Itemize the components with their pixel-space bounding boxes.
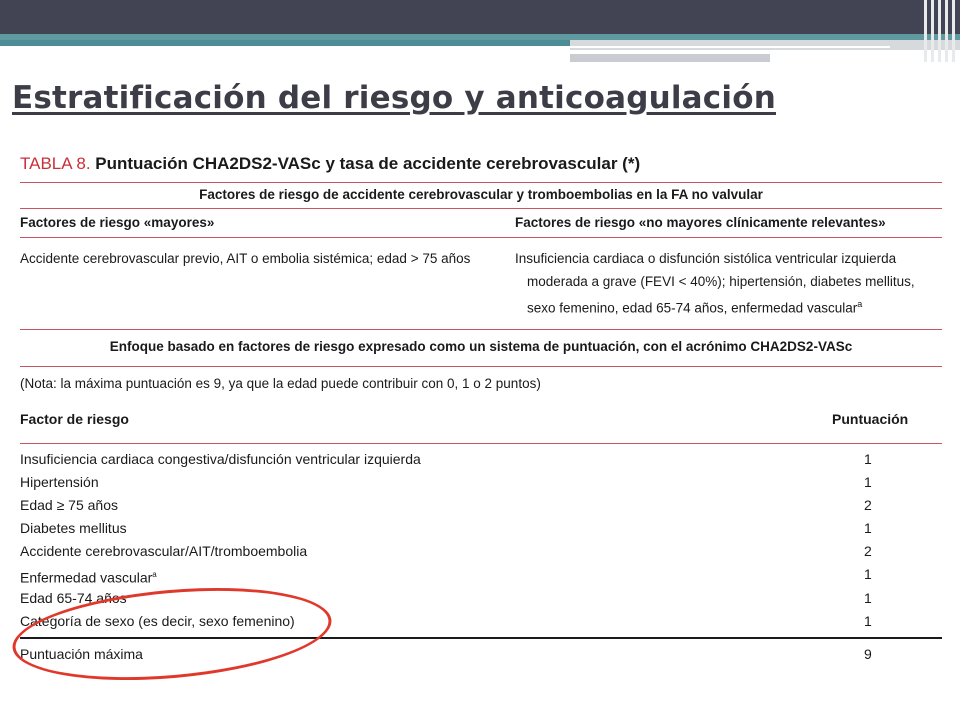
header-gray-strip-lower [570,54,770,62]
header-right-bars [922,0,960,62]
table-row [20,448,942,471]
score-cell: 1 [864,589,872,606]
factor-cell: Accidente cerebrovascular/AIT/tromboembolia [20,543,308,560]
header-teal-strip-lower [0,40,570,46]
table-row [20,471,942,494]
score-cell: 1 [864,450,872,467]
score-cell: 1 [864,520,872,537]
score-table-header [20,409,942,443]
table-note: (Nota: la máxima puntuación es 9, ya que la edad puede contribuir con 0, 1 o 2 puntos) [20,375,541,391]
minor-factors-text [515,247,942,320]
score-cell: 2 [864,496,872,513]
factor-cell: Insuficiencia cardiaca congestiva/disfunción ventricular izquierda [20,450,421,467]
footnote-marker: a [152,570,157,580]
table-row [20,563,942,586]
factor-cell: Edad ≥ 75 años [20,496,118,513]
total-label: Puntuación máxima [20,646,143,662]
factor-cell: Categoría de sexo (es decir, sexo femenino) [20,612,295,629]
factor-cell: Diabetes mellitus [20,520,127,537]
header-white-line [570,46,890,48]
minor-factors-line: Insuficiencia cardiaca o disfunción sistólica ventricular izquierda [515,251,897,266]
score-cell: 2 [864,543,872,560]
major-factors-header: Factores de riesgo «mayores» [20,215,215,230]
table-row [20,494,942,517]
table-caption-number: TABLA 8. [20,154,91,173]
factor-cell-text: Enfermedad vascular [20,570,153,587]
score-cell: 1 [864,612,872,629]
total-value: 9 [864,646,872,662]
slide-title: Estratificación del riesgo y anticoagulación [12,80,776,116]
minor-factors-line: moderada a grave (FEVI < 40%); hipertensión, diabetes mellitus, [527,274,915,289]
risk-factor-details [20,238,942,329]
footnote-marker: a [857,299,863,309]
table-row [20,517,942,540]
col-score-header: Puntuación [832,410,909,427]
risk-factor-headers [20,209,942,237]
minor-factors-line [515,293,942,320]
score-cell: 1 [864,566,872,583]
table-caption-text: Puntuación CHA2DS2-VASc y tasa de accidente cerebrovascular (*) [90,154,641,173]
minor-factors-header: Factores de riesgo «no mayores clínicamente relevantes» [515,215,886,230]
section2-header: Enfoque basado en factores de riesgo expresado como un sistema de puntuación, con el acrónimo CHA2DS2-VASc [109,338,853,354]
minor-factors-line-text: sexo femenino, edad 65-74 años, enfermedad vascular [527,300,858,316]
factor-cell [20,563,822,586]
table-caption [20,150,942,182]
header-band [0,0,960,34]
col-factor-header: Factor de riesgo [20,410,129,427]
header-gray-strip [570,40,960,50]
factor-cell: Edad 65-74 años [20,589,127,606]
cha2ds2-vasc-table [20,150,942,666]
factor-cell: Hipertensión [20,473,99,490]
section1-header: Factores de riesgo de accidente cerebrovascular y tromboembolias en la FA no valvular [199,187,763,202]
score-cell: 1 [864,473,872,490]
major-factors-text: Accidente cerebrovascular previo, AIT o embolia sistémica; edad > 75 años [20,251,471,266]
table-row [20,540,942,563]
